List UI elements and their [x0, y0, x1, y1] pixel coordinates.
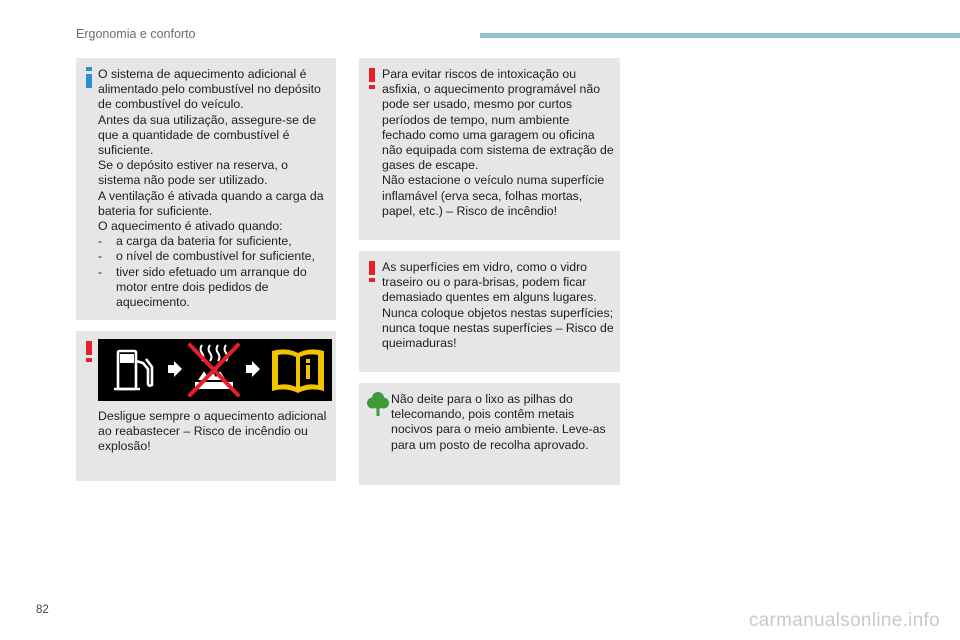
- arrow-icon: [168, 361, 182, 377]
- info-line: O aquecimento é ativado quando:: [98, 219, 283, 234]
- info-line: A ventilação é ativada quando a carga da bateria for suficiente.: [98, 188, 324, 218]
- warning-icon: [86, 341, 92, 362]
- poisoning-warning-text: [382, 67, 616, 219]
- watermark: carmanualsonline.info: [748, 610, 940, 631]
- page-number: 82: [36, 604, 49, 616]
- warning-icon: [369, 68, 375, 89]
- section-title: Ergonomia e conforto: [76, 27, 196, 41]
- info-text: [98, 67, 330, 310]
- info-line: Se o depósito estiver na reserva, o sistema não pode ser utilizado.: [98, 158, 289, 188]
- warning-line: Para evitar riscos de intoxicação ou asfixia, o aquecimento programável não pode ser usado, mesmo por curtos períodos de tempo, num ambiente fechado como uma garagem ou oficina não equipada com sistema de extração de gases de escape.: [382, 67, 614, 173]
- warning-line: Não estacione o veículo numa superfície inflamável (erva seca, folhas mortas, papel, etc.) – Risco de incêndio!: [382, 173, 605, 218]
- info-box: [76, 58, 336, 320]
- header-bar: [480, 33, 960, 38]
- refuel-warning-text: Desligue sempre o aquecimento adicional ao reabastecer – Risco de incêndio ou explosão!: [98, 409, 327, 454]
- info-line: Antes da sua utilização, assegure-se de que a quantidade de combustível é suficiente.: [98, 112, 317, 158]
- list-item: - tiver sido efetuado um arranque do motor entre dois pedidos de aquecimento.: [98, 265, 330, 311]
- list-item: - o nível de combustível for suficiente,: [98, 249, 330, 264]
- poisoning-warning-box: [359, 58, 620, 240]
- warning-icon: [369, 261, 375, 282]
- info-line: O sistema de aquecimento adicional é alimentado pelo combustível no depósito de combustível do veículo.: [98, 67, 321, 112]
- refuel-warning-box: [76, 331, 336, 481]
- arrow-icon: [246, 361, 260, 377]
- eco-box: [359, 383, 620, 485]
- refuel-pictogram: [98, 339, 332, 401]
- info-icon: [86, 67, 92, 88]
- manual-book-icon: [272, 349, 324, 393]
- glass-warning-text: As superfícies em vidro, como o vidro traseiro ou o para-brisas, podem ficar demasiado quentes em alguns lugares. Nunca coloque objetos nestas superfícies; nunca toque nestas superfícies – Risco de queimaduras!: [382, 260, 614, 351]
- glass-warning-box: [359, 251, 620, 372]
- tree-icon: [367, 391, 389, 417]
- list-item: - a carga da bateria for suficiente,: [98, 234, 330, 249]
- eco-text: Não deite para o lixo as pilhas do telecomando, pois contêm metais nocivos para o meio ambiente. Leve-as para um posto de recolha aprovado.: [391, 392, 606, 452]
- conditions-list: [98, 234, 330, 310]
